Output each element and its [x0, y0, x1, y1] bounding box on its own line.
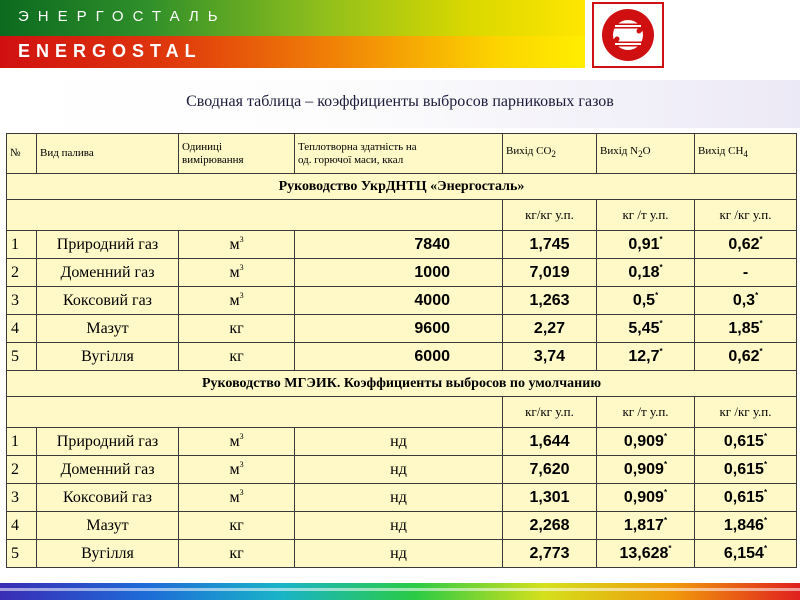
table-row: 4 Мазут кг 9600 2,27 5,45* 1,85* [7, 315, 797, 343]
header-fuel: Вид палива [37, 134, 179, 174]
bottom-band-divider [0, 588, 800, 591]
unit-co2: кг/кг у.п. [503, 200, 597, 231]
table-row: 1 Природний газ $м^3$ 7840 1,745 0,91* 0,62* [7, 231, 797, 259]
table-row: 4 Мазут кг нд 2,268 1,817* 1,846* [7, 512, 797, 540]
unit-ch4: кг /кг у.п. [695, 200, 797, 231]
table-row: 3 Коксовий газ $м^3$ нд 1,301 0,909* 0,615* [7, 484, 797, 512]
header-ch4: Вихід $CH_4$ [695, 134, 797, 174]
units-row [7, 200, 797, 231]
header-n2o: Вихід $N_2O$ [597, 134, 695, 174]
section-title-row [7, 174, 797, 200]
unit-n2o: кг /т у.п. [597, 200, 695, 231]
section-title: Руководство УкрДНТЦ «Энергосталь» [7, 174, 797, 200]
unit-ch4: кг /кг у.п. [695, 397, 797, 428]
table-header-row [7, 134, 797, 174]
brand-band-latin [0, 36, 585, 68]
section-title: Руководство МГЭИК. Коэффициенты выбросов по умолчанию [7, 371, 797, 397]
energostal-logo-icon [592, 2, 664, 68]
table-row: 2 Доменний газ $м^3$ нд 7,620 0,909* 0,615* [7, 456, 797, 484]
units-row [7, 397, 797, 428]
header-calorific: Теплотворна здатність на од. горючої маси, ккал [295, 134, 503, 174]
brand-band-cyrillic [0, 0, 585, 36]
page-title: Сводная таблица – коэффициенты выбросов парниковых газов [186, 93, 614, 110]
section-title-row [7, 371, 797, 397]
table-row: 5 Вугілля кг нд 2,773 13,628* 6,154* [7, 540, 797, 568]
table-row: 1 Природний газ $м^3$ нд 1,644 0,909* 0,615* [7, 428, 797, 456]
table-row: 2 Доменний газ $м^3$ 1000 7,019 0,18* - [7, 259, 797, 287]
emissions-table [6, 133, 797, 568]
brand-name-latin: ENERGOSTAL [18, 41, 202, 61]
table-row: 3 Коксовий газ $м^3$ 4000 1,263 0,5* 0,3* [7, 287, 797, 315]
header-co2: Вихід $CO_2$ [503, 134, 597, 174]
table-row: 5 Вугілля кг 6000 3,74 12,7* 0,62* [7, 343, 797, 371]
brand-name-cyrillic: ЭНЕРГОСТАЛЬ [18, 8, 227, 25]
header-num: № [7, 134, 37, 174]
unit-co2: кг/кг у.п. [503, 397, 597, 428]
bottom-rainbow-band [0, 583, 800, 600]
header-units: Одиниці вимірювання [179, 134, 295, 174]
unit-n2o: кг /т у.п. [597, 397, 695, 428]
